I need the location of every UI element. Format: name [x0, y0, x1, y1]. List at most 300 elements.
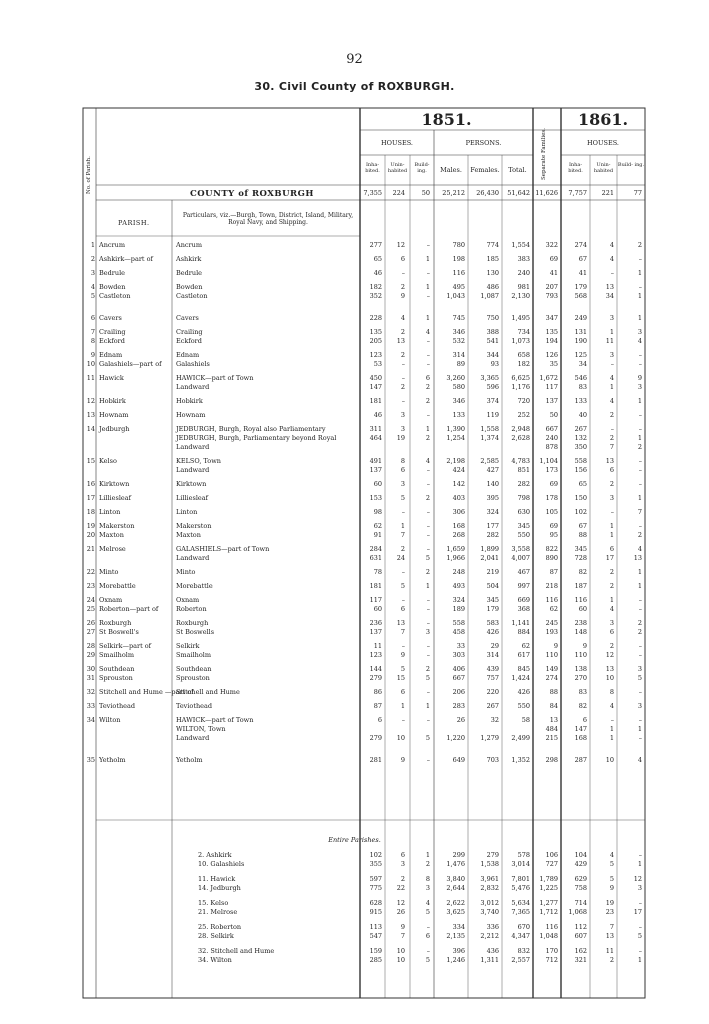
cell-value: 7,757: [568, 189, 587, 197]
cell-value: 630: [517, 508, 530, 516]
cell-value: 46: [373, 411, 382, 419]
cell-value: 46: [373, 269, 382, 277]
entire-parish-name: 25. Roberton: [198, 923, 242, 931]
cell-value: 3: [637, 328, 642, 336]
cell-value: 2: [609, 582, 614, 590]
cell-value: 5: [400, 494, 405, 502]
cell-value: 130: [486, 269, 499, 277]
cell-value: 1,538: [480, 860, 499, 868]
cell-value: 279: [486, 851, 499, 859]
table-row: [0, 883, 709, 893]
cell-value: 669: [517, 596, 530, 604]
cell-value: 82: [578, 702, 587, 710]
parish-number: 22: [86, 568, 95, 576]
cell-value: 775: [369, 884, 382, 892]
cell-value: 3: [400, 860, 405, 868]
cell-value: 9: [553, 642, 558, 650]
cell-value: –: [426, 351, 430, 359]
cell-value: 2: [400, 383, 405, 391]
cell-value: –: [638, 716, 642, 724]
cell-value: –: [610, 425, 614, 433]
parish-name: Bowden: [99, 283, 126, 291]
county-label: COUNTY of ROXBURGH: [190, 189, 314, 199]
parish-number: 8: [90, 337, 95, 345]
cell-value: –: [610, 360, 614, 368]
cell-value: 6: [400, 851, 405, 859]
parish-number-header: No. of Parish.: [86, 156, 92, 194]
cell-value: –: [638, 642, 642, 650]
place-name: JEDBURGH, Burgh, Parliamentary beyond Royal: [176, 434, 337, 442]
cell-value: 670: [517, 923, 530, 931]
parish-name: Maxton: [99, 531, 124, 539]
parish-name: Cavers: [99, 314, 122, 322]
cell-value: 19: [605, 899, 614, 907]
parish-name: Sprouston: [99, 674, 133, 682]
cell-value: 1,558: [480, 425, 499, 433]
cell-value: 2: [425, 434, 430, 442]
parish-name: Smailholm: [99, 651, 134, 659]
cell-value: 628: [369, 899, 382, 907]
cell-value: 426: [486, 628, 499, 636]
cell-value: 5: [609, 875, 614, 883]
cell-value: 168: [452, 522, 465, 530]
cell-value: 279: [369, 734, 382, 742]
place-name: Landward: [176, 466, 210, 474]
cell-value: 2,130: [511, 292, 530, 300]
cell-value: 2,135: [446, 932, 465, 940]
parish-name: Ashkirk—part of: [99, 255, 153, 263]
cell-value: 550: [517, 531, 530, 539]
cell-value: 60: [373, 605, 382, 613]
cell-value: 346: [452, 397, 465, 405]
cell-value: 69: [549, 480, 558, 488]
place-name: Roberton: [176, 605, 207, 613]
cell-value: 629: [574, 875, 587, 883]
cell-value: 13: [605, 932, 614, 940]
persons-header: PERSONS.: [465, 139, 502, 147]
cell-value: 7: [609, 443, 614, 451]
cell-value: 5: [609, 860, 614, 868]
parish-number: 25: [86, 605, 95, 613]
parish-name: Ednam: [99, 351, 123, 359]
females-header: Females.: [470, 166, 500, 174]
cell-value: 7: [400, 531, 405, 539]
cell-value: 5: [425, 554, 430, 562]
cell-value: 5: [425, 734, 430, 742]
cell-value: 88: [549, 688, 558, 696]
place-name: Bedrule: [176, 269, 203, 277]
table-row: [0, 604, 709, 614]
cell-value: 13: [549, 716, 558, 724]
cell-value: 720: [517, 397, 530, 405]
cell-value: 5: [637, 674, 642, 682]
cell-value: –: [638, 283, 642, 291]
cell-value: –: [401, 642, 405, 650]
year-1851: 1851.: [421, 110, 472, 129]
cell-value: 1: [637, 269, 642, 277]
place-name: Kirktown: [176, 480, 207, 488]
cell-value: 1,220: [446, 734, 465, 742]
parish-name: Roberton—part of: [99, 605, 159, 613]
cell-value: 117: [369, 596, 382, 604]
cell-value: 69: [549, 255, 558, 263]
cell-value: 12: [605, 651, 614, 659]
cell-value: 9: [400, 756, 405, 764]
table-row: [0, 553, 709, 563]
table-row: [0, 268, 709, 278]
cell-value: 1: [637, 494, 642, 502]
cell-value: 1: [637, 314, 642, 322]
cell-value: 667: [452, 674, 465, 682]
cell-value: 336: [486, 923, 499, 931]
cell-value: 1: [425, 314, 430, 322]
cell-value: 249: [574, 314, 587, 322]
cell-value: 4,007: [511, 554, 530, 562]
parish-name: Morebattle: [99, 582, 136, 590]
cell-value: 8: [609, 688, 614, 696]
entire-parish-name: 2. Ashkirk: [198, 851, 232, 859]
cell-value: 6: [400, 688, 405, 696]
cell-value: 314: [486, 651, 499, 659]
place-name: Smailholm: [176, 651, 211, 659]
cell-value: 6: [609, 628, 614, 636]
cell-value: 6: [609, 466, 614, 474]
cell-value: 133: [574, 397, 587, 405]
cell-value: 2,499: [511, 734, 530, 742]
cell-value: 32: [490, 716, 499, 724]
cell-value: 207: [545, 283, 558, 291]
cell-value: 245: [545, 619, 558, 627]
cell-value: 631: [369, 554, 382, 562]
cell-value: 424: [452, 466, 465, 474]
cell-value: 153: [369, 494, 382, 502]
cell-value: 58: [521, 716, 530, 724]
cell-value: 580: [452, 383, 465, 391]
cell-value: 13: [396, 337, 405, 345]
cell-value: 1,104: [539, 457, 558, 465]
cell-value: 436: [486, 947, 499, 955]
cell-value: 13: [633, 554, 642, 562]
cell-value: 3: [400, 425, 405, 433]
cell-value: 1: [609, 522, 614, 530]
parish-number: 27: [86, 628, 95, 636]
cell-value: 3,740: [480, 908, 499, 916]
cell-value: 780: [452, 241, 465, 249]
cell-value: 758: [574, 884, 587, 892]
cell-value: 344: [486, 351, 499, 359]
cell-value: 607: [574, 932, 587, 940]
table-row: [0, 479, 709, 489]
cell-value: 117: [545, 383, 558, 391]
cell-value: 2: [637, 443, 642, 451]
table-row: [0, 907, 709, 917]
entire-parish-name: 21. Melrose: [198, 908, 238, 916]
table-row: [0, 530, 709, 540]
parish-number: 24: [86, 596, 95, 604]
place-name: Maxton: [176, 531, 201, 539]
cell-value: 314: [452, 351, 465, 359]
cell-value: –: [426, 269, 430, 277]
cell-value: 4,347: [511, 932, 530, 940]
cell-value: 106: [545, 851, 558, 859]
cell-value: 383: [517, 255, 530, 263]
cell-value: 878: [545, 443, 558, 451]
cell-value: 541: [486, 337, 499, 345]
cell-value: –: [401, 716, 405, 724]
cell-value: 3,840: [446, 875, 465, 883]
cell-value: 1,254: [446, 434, 465, 442]
cell-value: 2: [400, 351, 405, 359]
place-name: Morebattle: [176, 582, 213, 590]
cell-value: –: [426, 756, 430, 764]
cell-value: 714: [574, 899, 587, 907]
cell-value: 173: [545, 466, 558, 474]
cell-value: 123: [369, 651, 382, 659]
parish-name: Hobkirk: [99, 397, 126, 405]
cell-value: 3,365: [480, 374, 499, 382]
cell-value: 558: [452, 619, 465, 627]
parish-number: 33: [86, 702, 95, 710]
cell-value: 5,476: [511, 884, 530, 892]
cell-value: 170: [545, 947, 558, 955]
cell-value: 34: [605, 292, 614, 300]
place-name: St Boswells: [176, 628, 215, 636]
cell-value: 504: [486, 582, 499, 590]
entire-parish-name: 11. Hawick: [198, 875, 236, 883]
cell-value: 3,625: [446, 908, 465, 916]
cell-value: 1,141: [511, 619, 530, 627]
cell-value: 219: [486, 568, 499, 576]
cell-value: 279: [369, 674, 382, 682]
cell-value: 2,557: [511, 956, 530, 964]
cell-value: 6: [425, 374, 430, 382]
cell-value: 4: [400, 314, 405, 322]
cell-value: 1,048: [539, 932, 558, 940]
cell-value: 4: [609, 255, 614, 263]
cell-value: 138: [574, 665, 587, 673]
cell-value: 10: [396, 956, 405, 964]
cell-value: 568: [574, 292, 587, 300]
cell-value: –: [426, 619, 430, 627]
parish-number: 3: [90, 269, 95, 277]
cell-value: 4: [637, 337, 642, 345]
table-row: [0, 701, 709, 711]
cell-value: 299: [452, 851, 465, 859]
place-name: HAWICK—part of Town: [176, 716, 254, 724]
cell-value: 187: [574, 582, 587, 590]
cell-value: –: [426, 545, 430, 553]
table-row: [0, 382, 709, 392]
cell-value: 181: [369, 397, 382, 405]
cell-value: 287: [574, 756, 587, 764]
cell-value: 1: [609, 531, 614, 539]
cell-value: 12: [396, 899, 405, 907]
cell-value: 355: [369, 860, 382, 868]
parish-number: 5: [90, 292, 95, 300]
cell-value: 12: [633, 875, 642, 883]
cell-value: 2: [609, 568, 614, 576]
cell-value: 6,625: [511, 374, 530, 382]
cell-value: –: [638, 466, 642, 474]
cell-value: 41: [549, 269, 558, 277]
table-row: [0, 955, 709, 965]
cell-value: 149: [545, 665, 558, 673]
cell-value: 352: [369, 292, 382, 300]
cell-value: 745: [452, 314, 465, 322]
cell-value: 137: [369, 628, 382, 636]
cell-value: 1,672: [539, 374, 558, 382]
houses-1851-header: HOUSES.: [381, 139, 413, 147]
cell-value: 60: [373, 480, 382, 488]
cell-value: 1: [609, 725, 614, 733]
cell-value: 84: [549, 702, 558, 710]
table-row: [0, 733, 709, 743]
cell-value: 3: [637, 383, 642, 391]
cell-value: 793: [545, 292, 558, 300]
table-row: [0, 507, 709, 517]
cell-value: 1,176: [511, 383, 530, 391]
cell-value: 1,659: [446, 545, 465, 553]
cell-value: 2: [637, 619, 642, 627]
cell-value: 1: [425, 425, 430, 433]
cell-value: 105: [545, 508, 558, 516]
cell-value: 403: [452, 494, 465, 502]
cell-value: 1: [637, 956, 642, 964]
cell-value: 240: [545, 434, 558, 442]
cell-value: –: [426, 480, 430, 488]
cell-value: –: [426, 360, 430, 368]
cell-value: 493: [452, 582, 465, 590]
cell-value: 334: [452, 923, 465, 931]
entire-parish-name: 14. Jedburgh: [198, 884, 241, 892]
cell-value: –: [401, 596, 405, 604]
cell-value: 4: [609, 241, 614, 249]
place-name: Castleton: [176, 292, 208, 300]
cell-value: 11: [373, 642, 382, 650]
cell-value: 1,554: [511, 241, 530, 249]
cell-value: 9: [400, 923, 405, 931]
cell-value: 194: [545, 337, 558, 345]
page-number: 92: [346, 52, 363, 67]
parish-name: Castleton: [99, 292, 131, 300]
cell-value: 2: [609, 411, 614, 419]
cell-value: 65: [373, 255, 382, 263]
table-row: [0, 410, 709, 420]
cell-value: 2: [637, 241, 642, 249]
place-name: Ashkirk: [176, 255, 202, 263]
cell-value: –: [638, 411, 642, 419]
cell-value: 112: [574, 923, 587, 931]
cell-value: –: [426, 716, 430, 724]
cell-value: 1,966: [446, 554, 465, 562]
table-row: [0, 859, 709, 869]
cell-value: 347: [545, 314, 558, 322]
cell-value: 997: [517, 582, 530, 590]
place-name: Galashiels: [176, 360, 210, 368]
cell-value: –: [638, 480, 642, 488]
cell-value: 142: [452, 480, 465, 488]
cell-value: 1: [400, 522, 405, 530]
cell-value: 1,043: [446, 292, 465, 300]
cell-value: 8: [400, 457, 405, 465]
table-row: [0, 254, 709, 264]
cell-value: 11,626: [535, 189, 558, 197]
cell-value: 98: [373, 508, 382, 516]
parish-name: Minto: [99, 568, 119, 576]
table-row: [0, 359, 709, 369]
parish-number: 4: [90, 283, 95, 291]
cell-value: 17: [633, 908, 642, 916]
cell-value: 3: [609, 494, 614, 502]
cell-value: 2: [609, 434, 614, 442]
cell-value: 67: [578, 522, 587, 530]
cell-value: 7,801: [511, 875, 530, 883]
cell-value: 458: [452, 628, 465, 636]
cell-value: –: [426, 605, 430, 613]
cell-value: 168: [574, 734, 587, 742]
cell-value: –: [426, 241, 430, 249]
cell-value: 77: [633, 189, 642, 197]
cell-value: 283: [452, 702, 465, 710]
cell-value: 102: [369, 851, 382, 859]
cell-value: 2: [609, 642, 614, 650]
parish-name: St Boswell's: [99, 628, 139, 636]
parish-name: Selkirk—part of: [99, 642, 152, 650]
cell-value: 282: [486, 531, 499, 539]
cell-value: 649: [452, 756, 465, 764]
cell-value: 345: [517, 522, 530, 530]
cell-value: 667: [545, 425, 558, 433]
cell-value: 215: [545, 734, 558, 742]
cell-value: 2: [425, 860, 430, 868]
cell-value: 1: [609, 596, 614, 604]
cell-value: 578: [517, 851, 530, 859]
cell-value: 282: [517, 480, 530, 488]
cell-value: 162: [574, 947, 587, 955]
cell-value: 236: [369, 619, 382, 627]
parish-name: Eckford: [99, 337, 125, 345]
cell-value: 274: [574, 241, 587, 249]
cell-value: 2: [425, 383, 430, 391]
parish-number: 14: [86, 425, 95, 433]
cell-value: 102: [574, 508, 587, 516]
cell-value: 10: [396, 947, 405, 955]
particulars-column-header: Particulars, viz.—Burgh, Town, District, Island, Military, Royal Navy, and Shipping.: [182, 212, 354, 226]
cell-value: 148: [574, 628, 587, 636]
place-name: Hownam: [176, 411, 206, 419]
cell-value: 915: [369, 908, 382, 916]
cell-value: 1: [609, 383, 614, 391]
parish-number: 13: [86, 411, 95, 419]
cell-value: 484: [545, 725, 558, 733]
cell-value: 1,495: [511, 314, 530, 322]
cell-value: –: [638, 899, 642, 907]
cell-value: 40: [578, 411, 587, 419]
cell-value: 4: [609, 374, 614, 382]
cell-value: 147: [369, 383, 382, 391]
parish-number: 19: [86, 522, 95, 530]
cell-value: 1,311: [480, 956, 499, 964]
cell-value: 7,355: [363, 189, 382, 197]
cell-value: 19: [396, 434, 405, 442]
parish-name: Stitchell and Hume —part of: [99, 688, 194, 696]
cell-value: 558: [574, 457, 587, 465]
cell-value: 193: [545, 628, 558, 636]
table-row: [0, 313, 709, 323]
cell-value: 1,352: [511, 756, 530, 764]
cell-value: 140: [486, 480, 499, 488]
cell-value: 9: [400, 292, 405, 300]
